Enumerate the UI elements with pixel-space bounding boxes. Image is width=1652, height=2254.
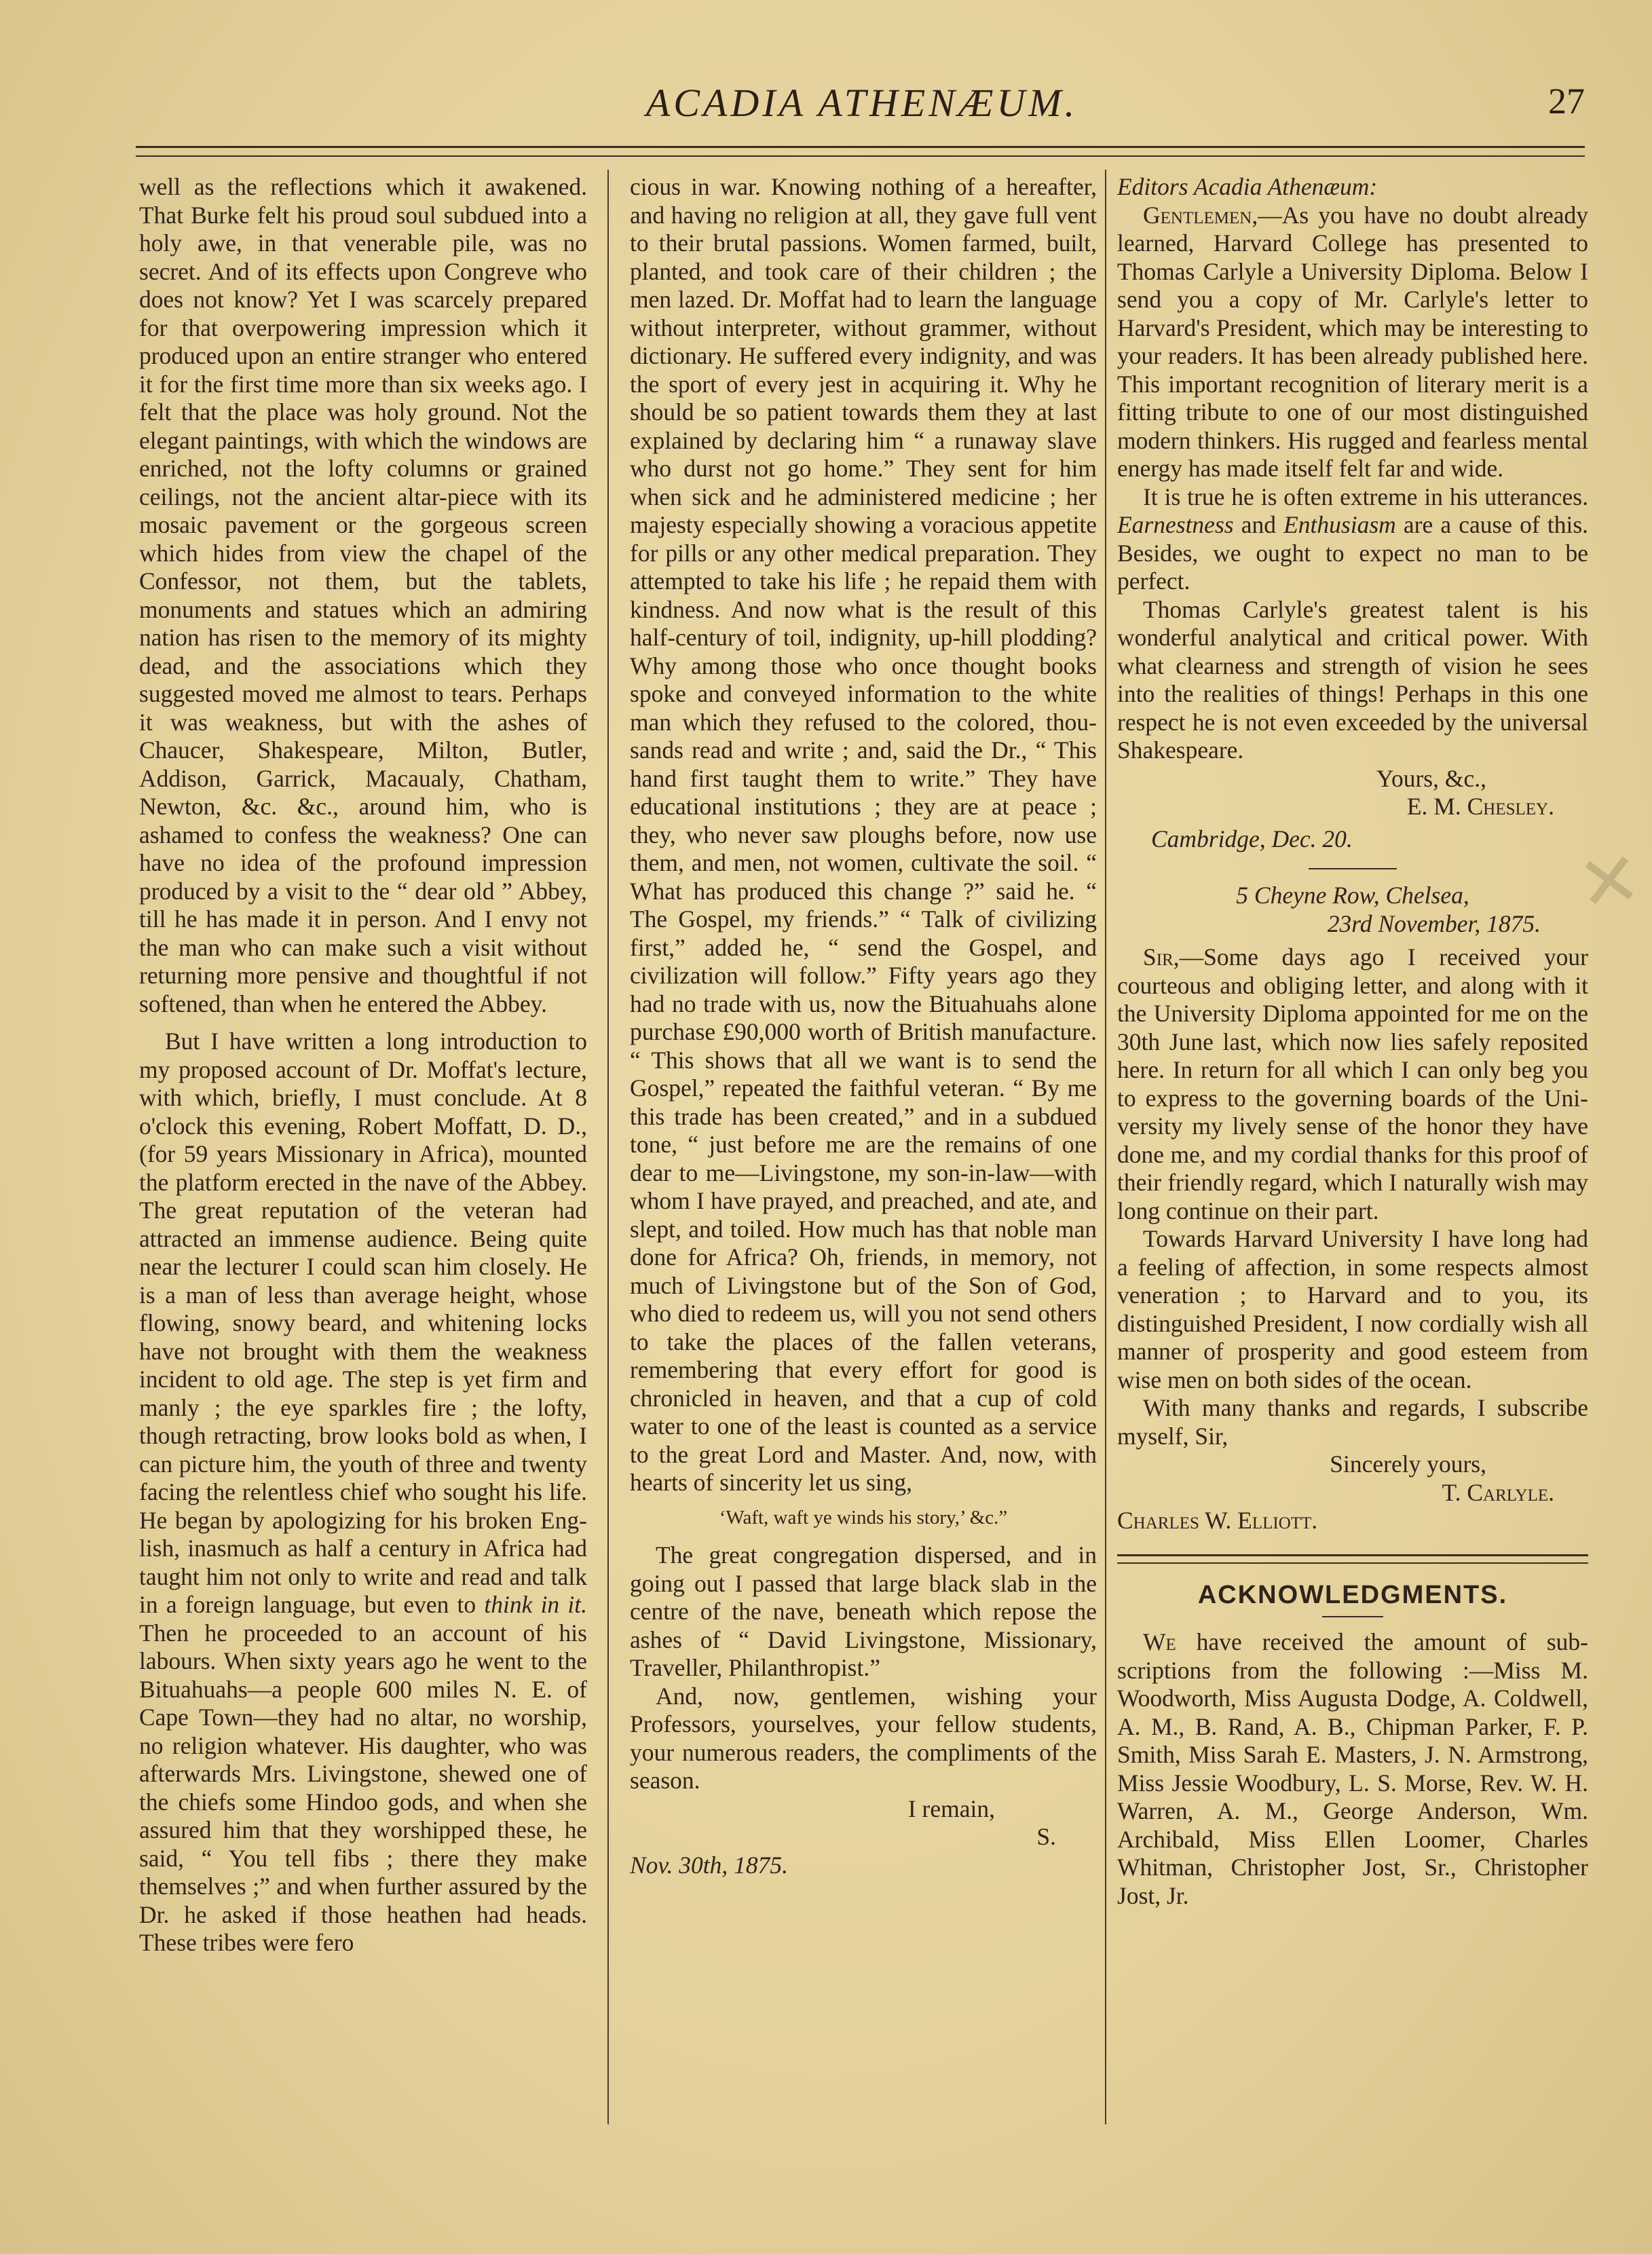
letter-signature: T. Carlyle.	[1442, 1478, 1554, 1506]
letter-closing: Sincerely yours,	[1330, 1450, 1486, 1478]
section-divider	[1309, 868, 1397, 869]
letter-signature: S.	[1036, 1823, 1056, 1850]
pencil-mark: ✕	[1572, 834, 1647, 929]
section-rule	[1117, 1554, 1588, 1564]
letter-closing: Yours, &c.,	[1376, 764, 1486, 792]
article-paragraph: Towards Harvard University I have long had a feeling of affection, in some respects almost veneration ; to Harvard and to you, its distinguished President, I now cordially wish all manner of prosperity and good esteem from wise men on both sides of the ocean.	[1117, 1225, 1588, 1393]
letter-address: 5 Cheyne Row, Chelsea,	[1236, 882, 1469, 909]
section-divider	[1322, 1616, 1383, 1617]
letter-date: 23rd November, 1875.	[1327, 909, 1541, 937]
page-header	[139, 80, 1585, 134]
hymn-quote: ‘Waft, waft ye winds his story,’ &c.”	[719, 1506, 1008, 1528]
article-paragraph: Sir,—Some days ago I received your courteous and obliging letter, and along with it the University Diploma appointed for me on the 30th June last, which now lies safely reposited here. In return for all which I can only beg you to express to the governing boards of the University my lively sense of the honor they have done me, and my cordial thanks for this proof of their friendly regard, which I naturally wish may long continue on their part.	[1117, 943, 1588, 1224]
article-paragraph: With many thanks and regards, I subscribe myself, Sir,	[1117, 1394, 1588, 1450]
acknowledgments-heading: ACKNOWLEDGMENTS.	[1197, 1580, 1508, 1609]
emphasis-text: think in it.	[484, 1591, 587, 1618]
column-divider	[1105, 170, 1106, 2124]
article-paragraph: But I have written a long introduction to my proposed account of Dr. Moffat's lecture, with which, briefly, I must conclude. At 8 o'clock this evening, Robert Moffatt, D. D., (for 59 years Missionary in Africa), mounted the platform erected in the nave of the Abbey. The great reputation of the veteran had attracted an immense audience. Being quite near the lecturer I could scan him closely. He is a man of less than average height, whose flowing, snowy beard, and whitening locks have not brought with them the weakness incident to old age. The step is yet firm and manly ; the eye sparkles fire ; the lofty, though retracting, brow looks bold as when, I can picture him, the youth of three and twenty facing the relentless chief who sought his life. He began by apologizing for his broken English, inasmuch as half a century in Africa had taught him not only to write and read and talk in a foreign language, but even to think in it. Then he proceeded to an account of his labours. When sixty years ago he went to the Bituahuahs—a people 600 miles N. E. of Cape Town—they had no altar, no worship, no religion whatever. His daughter, who was afterwards Mrs. Livingstone, shewed one of the chiefs some Hindoo gods, and when she assured him that they worshipped these, he said, “ You tell fibs ; there they make themselves ;” and when further assured by the Dr. he asked if those heathen had heads. These tribes were fero	[139, 1028, 587, 1956]
article-paragraph: Gentlemen,—As you have no doubt already learned, Harvard College has presented to Thomas Carlyle a University Diploma. Below I send you a copy of Mr. Carlyle's letter to Harvard's President, which may be interesting to your readers. It has been already published here. This important recognition of literary merit is a fitting tribute to one of our most distinguished modern thinkers. His rugged and fearless mental energy has made itself felt far and wide.	[1117, 201, 1588, 482]
column-1	[139, 173, 587, 2128]
column-3	[1117, 173, 1588, 2128]
column-2	[630, 173, 1097, 2128]
salutation-word: Sir,	[1143, 943, 1180, 971]
article-paragraph: cious in war. Knowing nothing of a hereafter, and having no religion at all, they gave full vent to their brutal passions. Women farmed, built, planted, and took care of their children ; the men lazed. Dr. Moffat had to learn the language without interpreter, without grammer, without dictionary. He suffered every indignity, and was the sport of every jest in acquiring it. Why he should be so patient towards them they at last explained by declaring him “ a runaway slave who durst not go home.” They sent for him when sick and he administered medicine ; her majesty especially showing a voracious appetite for pills or any other medical preparation. They attempted to take his life ; he repaid them with kindness. And now what is the result of this half-century of toil, indignity, up-hill plodding? Why among those who once thought books spoke and conveyed information to the white man which they refused to the colored, thousands read and write ; and, said the Dr., “ This hand first taught them to write.” They have educational institutions ; they are at peace ; they, who never saw ploughs before, now use them, and men, not women, cultivate the soil. “ What has produced this change ?” said he. “ The Gospel, my friends.” “ Talk of civilizing first,” added he, “ send the Gospel, and civilization will follow.” Fifty years ago they had no trade with us, now the Bituahuahs alone purchase £90,000 worth of British manufacture. “ This shows that all we want is to send the Gospel,” repeated the faithful veteran. “ By me this trade has been created,” and in a subdued tone, “ just before me are the remains of one dear to me—Livingstone, my son-in-law—with whom I have prayed, and preached, and ate, and slept, and toiled. How much has that noble man done for Africa? Oh, friends, in memory, not much of Livingstone but of the Son of God, who died to redeem us, will you not send others to take the places of the fallen veterans, remembering that every effort for good is chronicled in heaven, and that a cup of cold water to one of the least is counted as a service to the great Lord and Master. And, now, with hearts of sincerity let us sing,	[630, 173, 1097, 1496]
letter-date: Nov. 30th, 1875.	[630, 1851, 789, 1879]
masthead-title: ACADIA ATHENÆUM.	[645, 81, 1078, 125]
letter-signature: E. M. Chesley.	[1406, 793, 1554, 820]
article-paragraph: Thomas Carlyle's greatest talent is his wonderful analytical and critical power. With what clearness and strength of vision he sees into the realities of things! Perhaps in this one respect he is not even exceeded by the universal Shakespeare.	[1117, 595, 1588, 764]
letter-salutation: Editors Acadia Athenæum:	[1117, 173, 1378, 200]
article-paragraph: It is true he is often extreme in his utterances. Earnestness and Enthusiasm are a cause of this. Besides, we ought to expect no man to be perfect.	[1117, 483, 1589, 595]
letter-place-date: Cambridge, Dec. 20.	[1151, 825, 1353, 852]
article-paragraph: And, now, gentlemen, wishing your Professors, yourselves, your fellow students, your numerous readers, the compliments of the season.	[630, 1682, 1097, 1794]
acknowledgments-text: We have received the amount of subscriptions from the following :—Miss M. Woodworth, Miss Augusta Dodge, A. Coldwell, A. M., B. Rand, A. B., Chipman Parker, F. P. Smith, Miss Sarah E. Masters, J. N. Armstrong, Miss Jessie Woodbury, L. S. Morse, Rev. W. H. Warren, A. M., George Anderson, Wm. Archibald, Miss Ellen Loomer, Charles Whitman, Christopher Jost, Sr., Christopher Jost, Jr.	[1117, 1628, 1588, 1909]
letter-closing: I remain,	[907, 1795, 995, 1822]
header-rule	[136, 146, 1585, 157]
article-paragraph: well as the reflections which it awakened. That Burke felt his proud soul subdued into a holy awe, in that venerable pile, was no secret. And of its effects upon Congreve who does not know? Yet I was scarcely prepared for that overpowering impression which it produced upon an entire stranger who entered it for the first time more than six weeks ago. I felt that the place was holy ground. Not the elegant paintings, with which the windows are enriched, not the lofty columns or grained ceilings, not the ancient altar-piece with its mosaic pavement or the gorgeous screen which hides from view the chapel of the Confessor, not them, but the tablets, monuments and statues which an admiring nation has risen to the memory of its mighty dead, and the associations which they suggested moved me almost to tears. Perhaps it was weakness, but with the ashes of Chaucer, Shakespeare, Milton, Butler, Addison, Garrick, Macaualy, Chatham, Newton, &c. &c., around him, who is ashamed to confess the weakness? One can have no idea of the profound impression produced by a visit to the “ dear old ” Abbey, till he has made it in person. And I envy not the man who can make such a visit without returning more pensive and thoughtful if not softened, than when he entered the Abbey.	[139, 173, 587, 1017]
article-paragraph: The great congregation dispersed, and in going out I passed that large black slab in the centre of the nave, beneath which repose the ashes of “ David Livingstone, Missionary, Traveller, Philanthropist.”	[630, 1541, 1097, 1681]
column-divider	[607, 170, 609, 2124]
page-number: 27	[1548, 81, 1585, 121]
letter-addressee: Charles W. Elliott.	[1117, 1507, 1318, 1534]
salutation-word: Gentlemen,	[1143, 201, 1258, 229]
